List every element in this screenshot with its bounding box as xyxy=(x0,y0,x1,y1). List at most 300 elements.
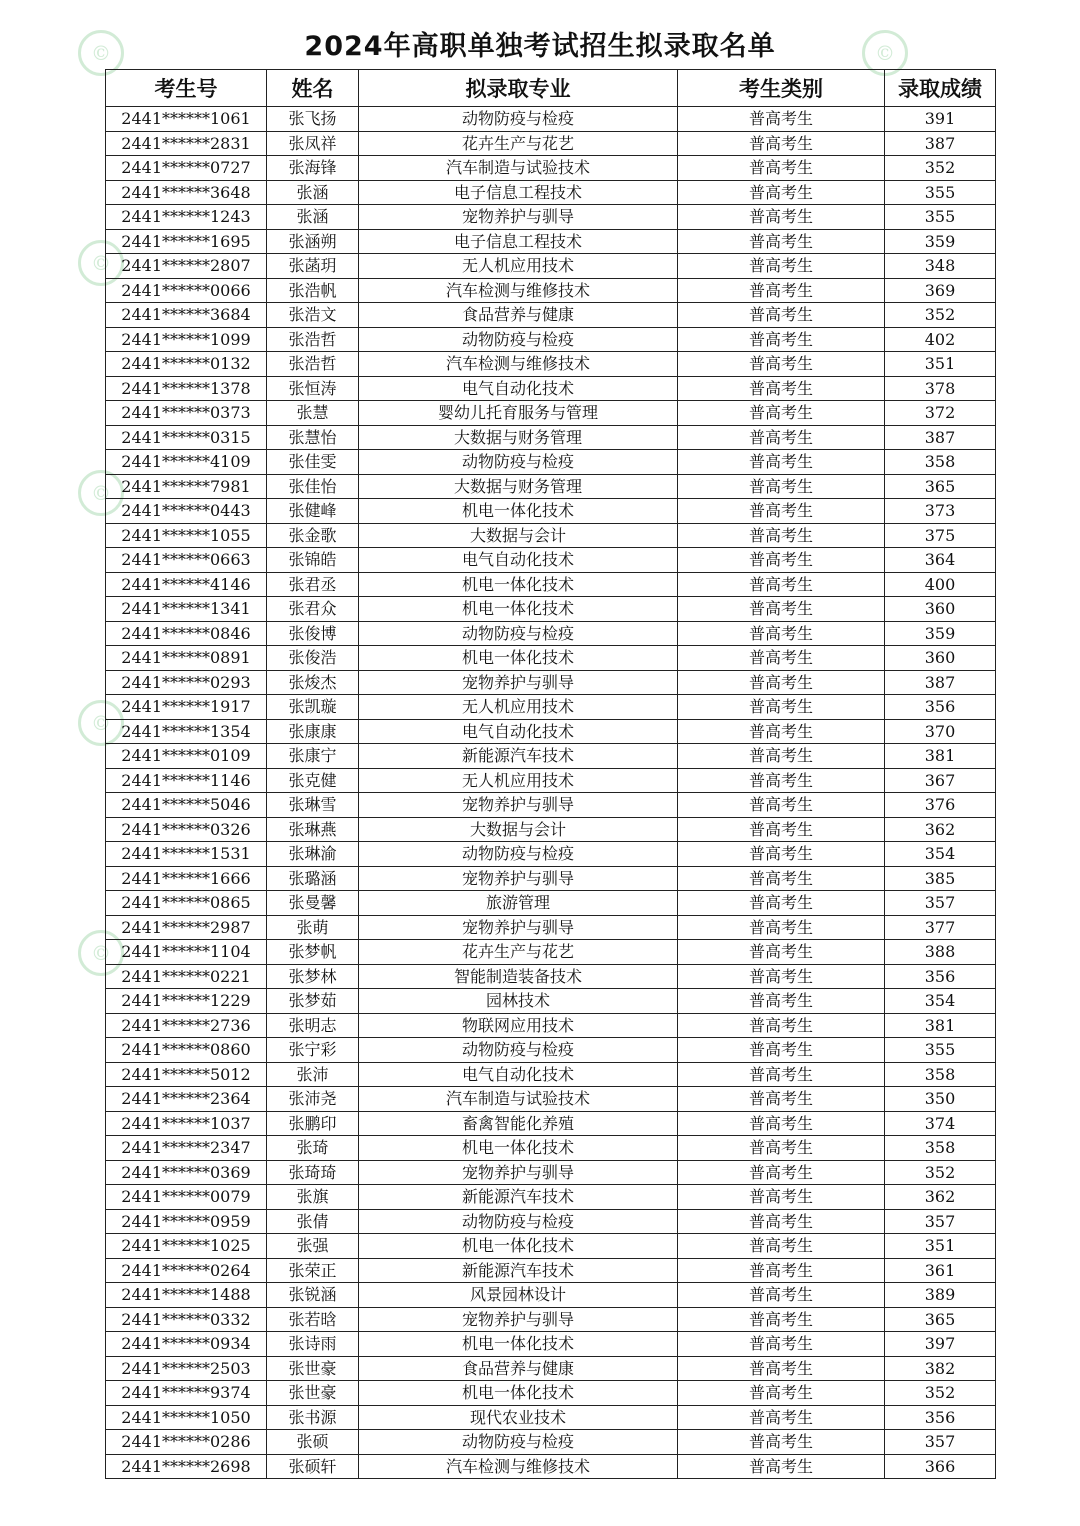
candidate-id-cell: 2441******0373 xyxy=(106,401,267,426)
major-cell: 机电一体化技术 xyxy=(359,1136,678,1161)
score-cell: 373 xyxy=(885,499,996,524)
major-cell: 电气自动化技术 xyxy=(359,1062,678,1087)
score-cell: 355 xyxy=(885,1038,996,1063)
table-row xyxy=(106,474,996,499)
major-cell: 大数据与财务管理 xyxy=(359,425,678,450)
table-row xyxy=(106,768,996,793)
score-cell: 370 xyxy=(885,719,996,744)
category-cell: 普高考生 xyxy=(678,229,885,254)
candidate-id-cell: 2441******2736 xyxy=(106,1013,267,1038)
name-cell: 张曼馨 xyxy=(267,891,359,916)
major-cell: 宠物养护与驯导 xyxy=(359,1160,678,1185)
score-cell: 378 xyxy=(885,376,996,401)
candidate-id-cell: 2441******1531 xyxy=(106,842,267,867)
score-cell: 372 xyxy=(885,401,996,426)
score-cell: 352 xyxy=(885,303,996,328)
score-cell: 362 xyxy=(885,817,996,842)
candidate-id-cell: 2441******0264 xyxy=(106,1258,267,1283)
category-cell: 普高考生 xyxy=(678,842,885,867)
major-cell: 汽车制造与试验技术 xyxy=(359,1087,678,1112)
table-row xyxy=(106,621,996,646)
table-row xyxy=(106,499,996,524)
candidate-id-cell: 2441******0846 xyxy=(106,621,267,646)
candidate-id-cell: 2441******1025 xyxy=(106,1234,267,1259)
score-cell: 377 xyxy=(885,915,996,940)
score-cell: 358 xyxy=(885,450,996,475)
score-cell: 387 xyxy=(885,425,996,450)
major-cell: 动物防疫与检疫 xyxy=(359,842,678,867)
table-row xyxy=(106,156,996,181)
category-cell: 普高考生 xyxy=(678,303,885,328)
name-cell: 张沛 xyxy=(267,1062,359,1087)
table-row xyxy=(106,1356,996,1381)
name-cell: 张梦帆 xyxy=(267,940,359,965)
candidate-id-cell: 2441******1666 xyxy=(106,866,267,891)
candidate-id-cell: 2441******1104 xyxy=(106,940,267,965)
column-header-category: 考生类别 xyxy=(678,70,885,107)
score-cell: 375 xyxy=(885,523,996,548)
table-row xyxy=(106,891,996,916)
score-cell: 366 xyxy=(885,1454,996,1479)
candidate-id-cell: 2441******5012 xyxy=(106,1062,267,1087)
name-cell: 张康康 xyxy=(267,719,359,744)
score-cell: 374 xyxy=(885,1111,996,1136)
table-row xyxy=(106,1234,996,1259)
table-row xyxy=(106,793,996,818)
category-cell: 普高考生 xyxy=(678,1185,885,1210)
major-cell: 无人机应用技术 xyxy=(359,695,678,720)
table-row xyxy=(106,597,996,622)
name-cell: 张萌 xyxy=(267,915,359,940)
category-cell: 普高考生 xyxy=(678,719,885,744)
score-cell: 352 xyxy=(885,156,996,181)
major-cell: 动物防疫与检疫 xyxy=(359,1209,678,1234)
name-cell: 张书源 xyxy=(267,1405,359,1430)
table-row xyxy=(106,1136,996,1161)
name-cell: 张沛尧 xyxy=(267,1087,359,1112)
major-cell: 新能源汽车技术 xyxy=(359,1258,678,1283)
category-cell: 普高考生 xyxy=(678,1307,885,1332)
candidate-id-cell: 2441******0066 xyxy=(106,278,267,303)
score-cell: 357 xyxy=(885,1209,996,1234)
category-cell: 普高考生 xyxy=(678,1430,885,1455)
candidate-id-cell: 2441******0891 xyxy=(106,646,267,671)
score-cell: 397 xyxy=(885,1332,996,1357)
score-cell: 381 xyxy=(885,1013,996,1038)
candidate-id-cell: 2441******2987 xyxy=(106,915,267,940)
score-cell: 355 xyxy=(885,180,996,205)
candidate-id-cell: 2441******1061 xyxy=(106,107,267,132)
name-cell: 张宁彩 xyxy=(267,1038,359,1063)
score-cell: 388 xyxy=(885,940,996,965)
score-cell: 356 xyxy=(885,1405,996,1430)
name-cell: 张若晗 xyxy=(267,1307,359,1332)
table-row xyxy=(106,1038,996,1063)
category-cell: 普高考生 xyxy=(678,254,885,279)
name-cell: 张金歌 xyxy=(267,523,359,548)
category-cell: 普高考生 xyxy=(678,278,885,303)
table-row xyxy=(106,1087,996,1112)
category-cell: 普高考生 xyxy=(678,989,885,1014)
name-cell: 张梦林 xyxy=(267,964,359,989)
category-cell: 普高考生 xyxy=(678,1038,885,1063)
name-cell: 张锐涵 xyxy=(267,1283,359,1308)
score-cell: 348 xyxy=(885,254,996,279)
admission-table xyxy=(105,69,996,1479)
candidate-id-cell: 2441******0326 xyxy=(106,817,267,842)
major-cell: 机电一体化技术 xyxy=(359,572,678,597)
table-row xyxy=(106,327,996,352)
candidate-id-cell: 2441******1050 xyxy=(106,1405,267,1430)
table-row xyxy=(106,131,996,156)
score-cell: 389 xyxy=(885,1283,996,1308)
candidate-id-cell: 2441******1695 xyxy=(106,229,267,254)
major-cell: 动物防疫与检疫 xyxy=(359,327,678,352)
score-cell: 352 xyxy=(885,1160,996,1185)
column-header-name: 姓名 xyxy=(267,70,359,107)
category-cell: 普高考生 xyxy=(678,1087,885,1112)
major-cell: 宠物养护与驯导 xyxy=(359,1307,678,1332)
score-cell: 364 xyxy=(885,548,996,573)
major-cell: 机电一体化技术 xyxy=(359,1234,678,1259)
category-cell: 普高考生 xyxy=(678,621,885,646)
major-cell: 机电一体化技术 xyxy=(359,597,678,622)
major-cell: 智能制造装备技术 xyxy=(359,964,678,989)
major-cell: 大数据与会计 xyxy=(359,817,678,842)
major-cell: 电子信息工程技术 xyxy=(359,229,678,254)
score-cell: 357 xyxy=(885,1430,996,1455)
major-cell: 宠物养护与驯导 xyxy=(359,793,678,818)
table-row xyxy=(106,1013,996,1038)
major-cell: 动物防疫与检疫 xyxy=(359,107,678,132)
candidate-id-cell: 2441******3684 xyxy=(106,303,267,328)
category-cell: 普高考生 xyxy=(678,450,885,475)
category-cell: 普高考生 xyxy=(678,646,885,671)
category-cell: 普高考生 xyxy=(678,1356,885,1381)
name-cell: 张梦茹 xyxy=(267,989,359,1014)
name-cell: 张凯璇 xyxy=(267,695,359,720)
major-cell: 花卉生产与花艺 xyxy=(359,131,678,156)
major-cell: 电子信息工程技术 xyxy=(359,180,678,205)
major-cell: 机电一体化技术 xyxy=(359,1332,678,1357)
major-cell: 动物防疫与检疫 xyxy=(359,1430,678,1455)
name-cell: 张锦皓 xyxy=(267,548,359,573)
name-cell: 张慧怡 xyxy=(267,425,359,450)
table-row xyxy=(106,1209,996,1234)
category-cell: 普高考生 xyxy=(678,523,885,548)
category-cell: 普高考生 xyxy=(678,1136,885,1161)
table-row xyxy=(106,376,996,401)
candidate-id-cell: 2441******4146 xyxy=(106,572,267,597)
major-cell: 大数据与财务管理 xyxy=(359,474,678,499)
category-cell: 普高考生 xyxy=(678,670,885,695)
category-cell: 普高考生 xyxy=(678,1234,885,1259)
score-cell: 351 xyxy=(885,352,996,377)
watermark-logo-icon: © xyxy=(78,30,124,76)
major-cell: 电气自动化技术 xyxy=(359,548,678,573)
candidate-id-cell: 2441******4109 xyxy=(106,450,267,475)
table-header xyxy=(106,70,996,107)
table-row xyxy=(106,572,996,597)
candidate-id-cell: 2441******0865 xyxy=(106,891,267,916)
name-cell: 张飞扬 xyxy=(267,107,359,132)
major-cell: 宠物养护与驯导 xyxy=(359,915,678,940)
name-cell: 张倩 xyxy=(267,1209,359,1234)
score-cell: 382 xyxy=(885,1356,996,1381)
score-cell: 385 xyxy=(885,866,996,891)
name-cell: 张琳燕 xyxy=(267,817,359,842)
table-row xyxy=(106,303,996,328)
category-cell: 普高考生 xyxy=(678,1062,885,1087)
score-cell: 369 xyxy=(885,278,996,303)
category-cell: 普高考生 xyxy=(678,793,885,818)
major-cell: 风景园林设计 xyxy=(359,1283,678,1308)
score-cell: 360 xyxy=(885,597,996,622)
candidate-id-cell: 2441******1055 xyxy=(106,523,267,548)
candidate-id-cell: 2441******2503 xyxy=(106,1356,267,1381)
table-row xyxy=(106,1381,996,1406)
table-row xyxy=(106,425,996,450)
name-cell: 张焌杰 xyxy=(267,670,359,695)
category-cell: 普高考生 xyxy=(678,817,885,842)
candidate-id-cell: 2441******2698 xyxy=(106,1454,267,1479)
watermark-logo-icon: © xyxy=(78,930,124,976)
major-cell: 电气自动化技术 xyxy=(359,719,678,744)
category-cell: 普高考生 xyxy=(678,1283,885,1308)
candidate-id-cell: 2441******0443 xyxy=(106,499,267,524)
category-cell: 普高考生 xyxy=(678,107,885,132)
table-row xyxy=(106,1430,996,1455)
score-cell: 367 xyxy=(885,768,996,793)
table-row xyxy=(106,278,996,303)
table-row xyxy=(106,1405,996,1430)
category-cell: 普高考生 xyxy=(678,915,885,940)
candidate-id-cell: 2441******0727 xyxy=(106,156,267,181)
category-cell: 普高考生 xyxy=(678,156,885,181)
major-cell: 汽车检测与维修技术 xyxy=(359,278,678,303)
name-cell: 张浩哲 xyxy=(267,327,359,352)
candidate-id-cell: 2441******1917 xyxy=(106,695,267,720)
candidate-id-cell: 2441******0860 xyxy=(106,1038,267,1063)
table-row xyxy=(106,1332,996,1357)
name-cell: 张涵朔 xyxy=(267,229,359,254)
score-cell: 362 xyxy=(885,1185,996,1210)
name-cell: 张康宁 xyxy=(267,744,359,769)
category-cell: 普高考生 xyxy=(678,180,885,205)
score-cell: 387 xyxy=(885,131,996,156)
major-cell: 物联网应用技术 xyxy=(359,1013,678,1038)
table-row xyxy=(106,719,996,744)
candidate-id-cell: 2441******9374 xyxy=(106,1381,267,1406)
table-row xyxy=(106,254,996,279)
table-row xyxy=(106,1160,996,1185)
candidate-id-cell: 2441******2807 xyxy=(106,254,267,279)
watermark-logo-icon: © xyxy=(78,240,124,286)
category-cell: 普高考生 xyxy=(678,964,885,989)
score-cell: 358 xyxy=(885,1062,996,1087)
score-cell: 356 xyxy=(885,964,996,989)
candidate-id-cell: 2441******3648 xyxy=(106,180,267,205)
score-cell: 402 xyxy=(885,327,996,352)
candidate-id-cell: 2441******0369 xyxy=(106,1160,267,1185)
candidate-id-cell: 2441******0934 xyxy=(106,1332,267,1357)
candidate-id-cell: 2441******1354 xyxy=(106,719,267,744)
table-row xyxy=(106,1062,996,1087)
name-cell: 张凤祥 xyxy=(267,131,359,156)
category-cell: 普高考生 xyxy=(678,548,885,573)
name-cell: 张硕 xyxy=(267,1430,359,1455)
name-cell: 张浩帆 xyxy=(267,278,359,303)
candidate-id-cell: 2441******0286 xyxy=(106,1430,267,1455)
name-cell: 张浩哲 xyxy=(267,352,359,377)
candidate-id-cell: 2441******1378 xyxy=(106,376,267,401)
table-row xyxy=(106,989,996,1014)
candidate-id-cell: 2441******2364 xyxy=(106,1087,267,1112)
candidate-id-cell: 2441******1037 xyxy=(106,1111,267,1136)
table-row xyxy=(106,695,996,720)
name-cell: 张健峰 xyxy=(267,499,359,524)
score-cell: 351 xyxy=(885,1234,996,1259)
candidate-id-cell: 2441******0332 xyxy=(106,1307,267,1332)
category-cell: 普高考生 xyxy=(678,744,885,769)
table-row xyxy=(106,744,996,769)
name-cell: 张慧 xyxy=(267,401,359,426)
table-row xyxy=(106,450,996,475)
table-row xyxy=(106,1307,996,1332)
table-row xyxy=(106,1185,996,1210)
score-cell: 354 xyxy=(885,989,996,1014)
major-cell: 新能源汽车技术 xyxy=(359,1185,678,1210)
major-cell: 宠物养护与驯导 xyxy=(359,670,678,695)
name-cell: 张浩文 xyxy=(267,303,359,328)
name-cell: 张璐涵 xyxy=(267,866,359,891)
name-cell: 张硕轩 xyxy=(267,1454,359,1479)
category-cell: 普高考生 xyxy=(678,131,885,156)
category-cell: 普高考生 xyxy=(678,891,885,916)
major-cell: 食品营养与健康 xyxy=(359,1356,678,1381)
category-cell: 普高考生 xyxy=(678,695,885,720)
candidate-id-cell: 2441******7981 xyxy=(106,474,267,499)
candidate-id-cell: 2441******0959 xyxy=(106,1209,267,1234)
table-row xyxy=(106,1454,996,1479)
category-cell: 普高考生 xyxy=(678,1160,885,1185)
major-cell: 机电一体化技术 xyxy=(359,1381,678,1406)
major-cell: 汽车制造与试验技术 xyxy=(359,156,678,181)
score-cell: 400 xyxy=(885,572,996,597)
category-cell: 普高考生 xyxy=(678,1209,885,1234)
name-cell: 张菡玥 xyxy=(267,254,359,279)
candidate-id-cell: 2441******1099 xyxy=(106,327,267,352)
score-cell: 376 xyxy=(885,793,996,818)
category-cell: 普高考生 xyxy=(678,327,885,352)
score-cell: 360 xyxy=(885,646,996,671)
candidate-id-cell: 2441******0663 xyxy=(106,548,267,573)
column-header-score: 录取成绩 xyxy=(885,70,996,107)
name-cell: 张明志 xyxy=(267,1013,359,1038)
table-row xyxy=(106,548,996,573)
name-cell: 张诗雨 xyxy=(267,1332,359,1357)
table-row xyxy=(106,817,996,842)
category-cell: 普高考生 xyxy=(678,572,885,597)
name-cell: 张荣正 xyxy=(267,1258,359,1283)
major-cell: 机电一体化技术 xyxy=(359,646,678,671)
watermark-logo-icon: © xyxy=(862,30,908,76)
score-cell: 381 xyxy=(885,744,996,769)
table-row xyxy=(106,401,996,426)
table-row xyxy=(106,352,996,377)
category-cell: 普高考生 xyxy=(678,1258,885,1283)
major-cell: 动物防疫与检疫 xyxy=(359,450,678,475)
table-row xyxy=(106,229,996,254)
table-row xyxy=(106,866,996,891)
score-cell: 359 xyxy=(885,229,996,254)
category-cell: 普高考生 xyxy=(678,352,885,377)
name-cell: 张琦 xyxy=(267,1136,359,1161)
candidate-id-cell: 2441******0132 xyxy=(106,352,267,377)
category-cell: 普高考生 xyxy=(678,1111,885,1136)
category-cell: 普高考生 xyxy=(678,866,885,891)
name-cell: 张克健 xyxy=(267,768,359,793)
category-cell: 普高考生 xyxy=(678,1013,885,1038)
category-cell: 普高考生 xyxy=(678,205,885,230)
name-cell: 张世豪 xyxy=(267,1381,359,1406)
candidate-id-cell: 2441******1229 xyxy=(106,989,267,1014)
name-cell: 张旗 xyxy=(267,1185,359,1210)
watermark-logo-icon: © xyxy=(78,700,124,746)
table-row xyxy=(106,1258,996,1283)
major-cell: 园林技术 xyxy=(359,989,678,1014)
candidate-id-cell: 2441******1146 xyxy=(106,768,267,793)
name-cell: 张强 xyxy=(267,1234,359,1259)
table-row xyxy=(106,940,996,965)
score-cell: 355 xyxy=(885,205,996,230)
major-cell: 现代农业技术 xyxy=(359,1405,678,1430)
major-cell: 畜禽智能化养殖 xyxy=(359,1111,678,1136)
category-cell: 普高考生 xyxy=(678,940,885,965)
category-cell: 普高考生 xyxy=(678,474,885,499)
name-cell: 张涵 xyxy=(267,180,359,205)
name-cell: 张涵 xyxy=(267,205,359,230)
name-cell: 张佳雯 xyxy=(267,450,359,475)
table-row xyxy=(106,180,996,205)
category-cell: 普高考生 xyxy=(678,768,885,793)
major-cell: 旅游管理 xyxy=(359,891,678,916)
major-cell: 婴幼儿托育服务与管理 xyxy=(359,401,678,426)
name-cell: 张恒涛 xyxy=(267,376,359,401)
page-title: 2024年高职单独考试招生拟录取名单 xyxy=(304,31,776,62)
score-cell: 361 xyxy=(885,1258,996,1283)
candidate-id-cell: 2441******0221 xyxy=(106,964,267,989)
table-row xyxy=(106,964,996,989)
score-cell: 357 xyxy=(885,891,996,916)
major-cell: 无人机应用技术 xyxy=(359,768,678,793)
table-row xyxy=(106,915,996,940)
table-row xyxy=(106,670,996,695)
major-cell: 宠物养护与驯导 xyxy=(359,205,678,230)
name-cell: 张海锋 xyxy=(267,156,359,181)
major-cell: 大数据与会计 xyxy=(359,523,678,548)
table-row xyxy=(106,205,996,230)
name-cell: 张鹏印 xyxy=(267,1111,359,1136)
score-cell: 356 xyxy=(885,695,996,720)
table-row xyxy=(106,646,996,671)
name-cell: 张琳渝 xyxy=(267,842,359,867)
column-header-major: 拟录取专业 xyxy=(359,70,678,107)
score-cell: 352 xyxy=(885,1381,996,1406)
category-cell: 普高考生 xyxy=(678,401,885,426)
major-cell: 新能源汽车技术 xyxy=(359,744,678,769)
name-cell: 张琦琦 xyxy=(267,1160,359,1185)
